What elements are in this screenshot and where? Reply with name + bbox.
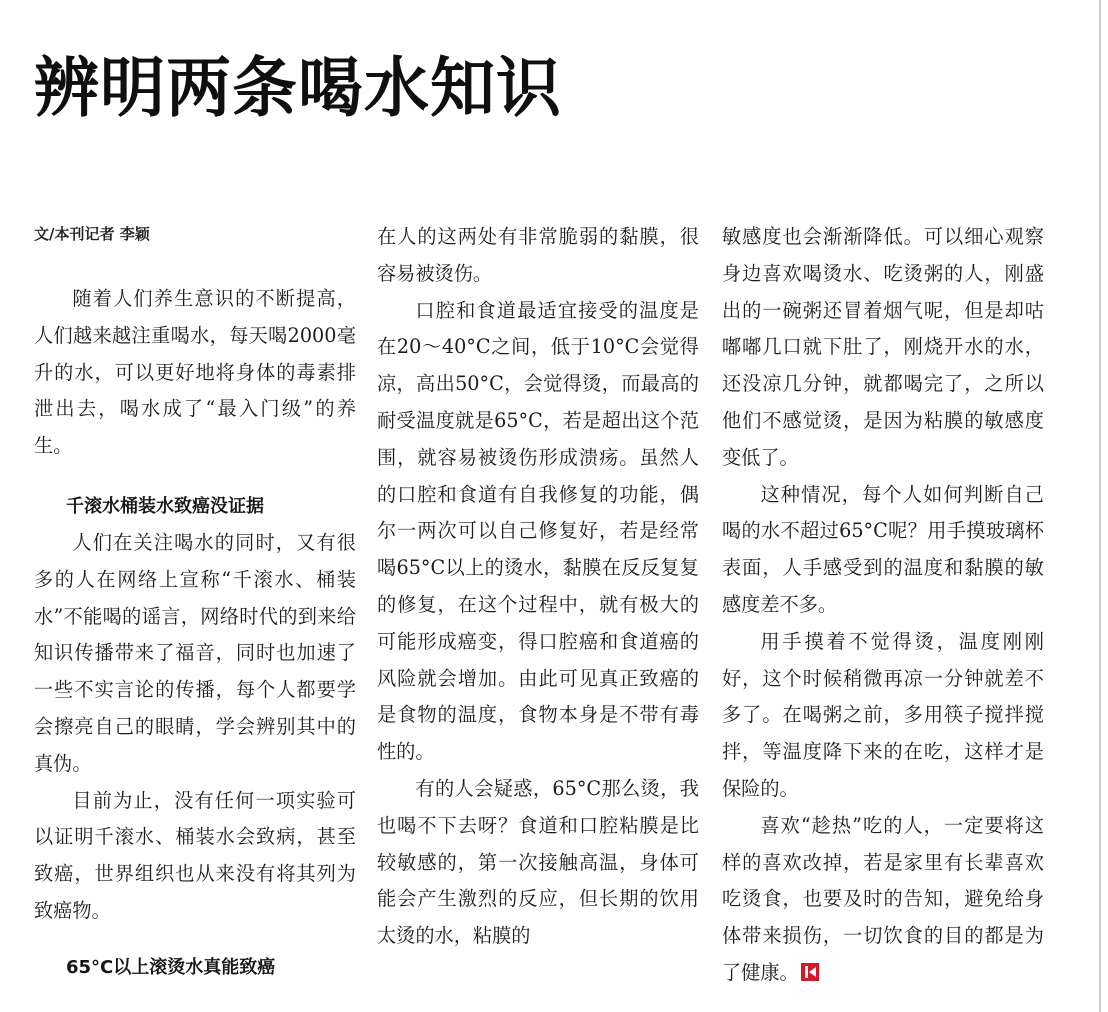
paragraph: 在人的这两处有非常脆弱的黏膜，很容易被烫伤。	[377, 225, 699, 285]
text-column-2	[377, 219, 699, 955]
paragraph: 用手摸着不觉得烫，温度刚刚好，这个时候稍微再凉一分钟就差不多了。在喝粥之前，多用筷子搅拌搅拌，等温度降下来的在吃，这样才是保险的。	[722, 629, 1044, 800]
paragraph: 有的人会疑惑，65°C那么烫，我也喝不下去呀？食道和口腔粘膜是比较敏感的，第一次接触高温，身体可能会产生激烈的反应，但长期的饮用太烫的水，粘膜的	[377, 776, 699, 948]
paragraph: 这种情况，每个人如何判断自己喝的水不超过65°C呢？用手摸玻璃杯表面，人手感受到的温度和黏膜的敏感度差不多。	[722, 482, 1044, 616]
paragraph: 随着人们养生意识的不断提高，人们越来越注重喝水，每天喝2000毫升的水，可以更好地将身体的毒素排泄出去，喝水成了“最入门级”的养生。	[34, 287, 356, 458]
section-heading: 65°C以上滚烫水真能致癌	[66, 956, 276, 978]
paragraph-text: 喜欢“趁热”吃的人，一定要将这样的喜欢改掉，若是家里有长辈喜欢吃烫食，也要及时的告知，避免给身体带来损伤，一切饮食的目的都是为了健康。	[722, 813, 1044, 984]
paragraph: 人们在关注喝水的同时，又有很多的人在网络上宣称“千滚水、桶装水”不能喝的谣言，网络时代的到来给知识传播带来了福音，同时也加速了一些不实言论的传播，每个人都要学会擦亮自己的眼睛，学会辨别其中的真伪。	[34, 530, 356, 775]
byline: 文/本刊记者 李颖	[34, 225, 150, 243]
paragraph: 目前为止，没有任何一项实验可以证明千滚水、桶装水会致病，甚至致癌，世界组织也从来没有将其列为致癌物。	[34, 788, 356, 922]
text-column-3	[722, 219, 1044, 992]
paragraph: 敏感度也会渐渐降低。可以细心观察身边喜欢喝烫水、吃烫粥的人，刚盛出的一碗粥还冒着烟气呢，但是却咕嘟嘟几口就下肚了，刚烧开水的水，还没凉几分钟，就都喝完了，之所以他们不感觉烫，是因为粘膜的敏感度变低了。	[722, 225, 1044, 469]
section-heading: 千滚水桶装水致癌没证据	[66, 495, 264, 517]
final-paragraph	[722, 808, 1044, 992]
article-title: 辨明两条喝水知识	[34, 51, 563, 126]
end-of-article-mark-icon	[801, 963, 819, 981]
paragraph: 口腔和食道最适宜接受的温度是在20～40°C之间，低于10°C会觉得凉，高出50°C，会觉得烫，而最高的耐受温度就是65°C，若是超出这个范围，就容易被烫伤形成溃疡。虽然人的口腔和食道有自我修复的功能，偶尔一两次可以自己修复好，若是经常喝65°C以上的烫水，黏膜在反反复复的修复，在这个过程中，就有极大的可能形成癌变，得口腔癌和食道癌的风险就会增加。由此可见真正致癌的是食物的温度，食物本身是不带有毒性的。	[377, 298, 699, 764]
text-column-1	[34, 219, 356, 986]
page-right-border	[1099, 0, 1101, 1012]
